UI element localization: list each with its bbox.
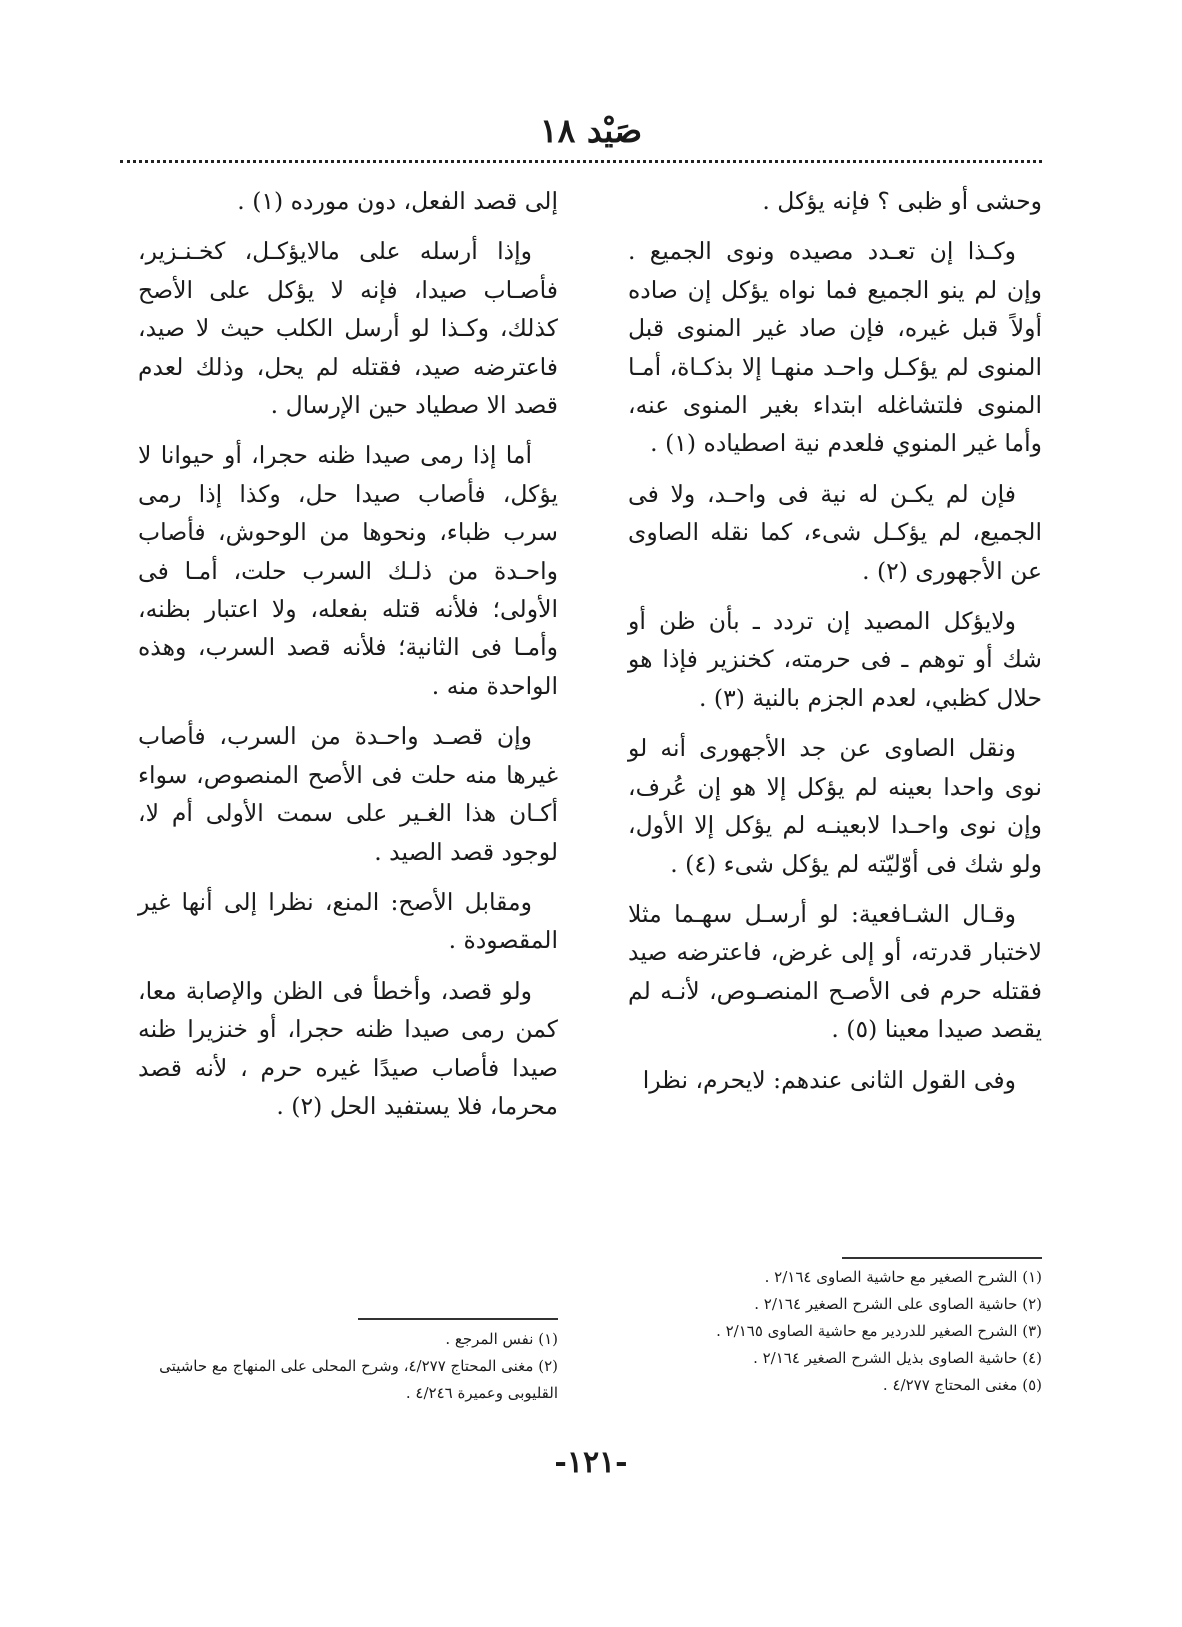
footnote: (٢) حاشية الصاوى على الشرح الصغير ٢/١٦٤ . bbox=[754, 1295, 1042, 1313]
paragraph: ولايؤكل المصيد إن تردد ـ بأن ظن أو شك أو توهم ـ فى حرمته، كخنزير فإذا هو حلال كظبي، لعدم الجزم بالنية (٣) . bbox=[628, 607, 1042, 712]
footnote: (٥) مغنى المحتاج ٤/٢٧٧ . bbox=[882, 1376, 1042, 1394]
paragraph: وكـذا إن تعـدد مصيده ونوى الجميع . وإن لم ينو الجميع فما نواه يؤكل إن صاده أولاً قبل غيره، فإن صاد غير المنوى قبل المنوى لم يؤكـل واحـد منهـا إلا بذكـاة، أمـا المنوى فلتشاغله ابتداء بغير المنوى عنه، وأما غير المنوي فلعدم نية اصطياده (١) . bbox=[628, 237, 1042, 458]
paragraph: ونقل الصاوى عن جد الأجهورى أنه لو نوى واحدا بعينه لم يؤكل إلا هو إن عُرف، وإن نوى واحـدا لابعينـه لم يؤكل إلا الأول، ولو شك فى أوّليّته لم يؤكل شىء (٤) . bbox=[628, 734, 1042, 878]
page-number: -١٢١- bbox=[554, 1445, 628, 1480]
paragraph: فإن لم يكـن له نية فى واحـد، ولا فى الجميع، لم يؤكـل شىء، كما نقله الصاوى عن الأجهورى (٢) . bbox=[628, 479, 1042, 585]
right-column bbox=[628, 182, 1042, 1111]
left-column bbox=[138, 182, 558, 1137]
footnote-rule-left bbox=[358, 1318, 558, 1320]
footnote: (٣) الشرح الصغير للدردير مع حاشية الصاوى ٢/١٦٥ . bbox=[716, 1322, 1042, 1340]
footnote: (١) نفس المرجع . bbox=[445, 1330, 558, 1348]
header-dotted-rule bbox=[120, 160, 1042, 163]
footnotes-right bbox=[628, 1264, 1042, 1399]
paragraph: وحشى أو ظبى ؟ فإنه يؤكل . bbox=[762, 187, 1042, 215]
paragraph: ولو قصد، وأخطأ فى الظن والإصابة معا، كمن رمى صيدا ظنه حجرا، أو خنزيرا ظنه صيدا فأصاب صيدًا غيره حرم ، لأنه قصد محرما، فلا يستفيد الحل (٢) . bbox=[138, 976, 558, 1120]
footnote: (٤) حاشية الصاوى بذيل الشرح الصغير ٢/١٦٤ . bbox=[753, 1349, 1042, 1367]
footnote: (٢) مغنى المحتاج ٤/٢٧٧، وشرح المحلى على المنهاج مع حاشيتى القليوبى وعميرة ٤/٢٤٦ . bbox=[159, 1357, 558, 1402]
paragraph: وإذا أرسله على مالايؤكـل، كخـنـزير، فأصـاب صيدا، فإنه لا يؤكل على الأصح كذلك، وكـذا لو أرسل الكلب حيث لا صيد، فاعترضه صيد، فقتله لم يحل، وذلك لعدم قصد الا صطياد حين الإرسال . bbox=[138, 237, 558, 420]
paragraph: ومقابل الأصح: المنع، نظرا إلى أنها غير المقصودة . bbox=[138, 887, 558, 955]
paragraph: أما إذا رمى صيدا ظنه حجرا، أو حيوانا لا يؤكل، فأصاب صيدا حل، وكذا إذا رمى سرب ظباء، ونحوها من الوحوش، فأصاب واحـدة من ذلـك السرب حلت، أمـا فى الأولى؛ فلأنه قتله بفعله، ولا اعتبار بظنه، وأمـا فى الثانية؛ فلأنه قصد السرب، وهذه الواحدة منه . bbox=[138, 441, 558, 700]
paragraph: وقـال الشـافعية: لو أرسـل سهـما مثلا لاختبار قدرته، أو إلى غرض، فاعترضه صيد فقتله حرم فى الأصـح المنصـوص، لأنـه لم يقصد صيدا معينا (٥) . bbox=[628, 899, 1042, 1044]
paragraph: إلى قصد الفعل، دون مورده (١) . bbox=[237, 187, 558, 215]
footnotes-left bbox=[128, 1326, 558, 1407]
footnote-rule-right bbox=[842, 1257, 1042, 1259]
section-header-title: صَيْد ١٨ bbox=[539, 111, 643, 150]
paragraph: وإن قصـد واحـدة من السرب، فأصاب غيرها منه حلت فى الأصح المنصوص، سواء أكـان هذا الغـير على سمت الأولى أم لا، لوجود قصد الصيد . bbox=[138, 722, 558, 866]
footnote: (١) الشرح الصغير مع حاشية الصاوى ٢/١٦٤ . bbox=[764, 1268, 1042, 1286]
paragraph: وفى القول الثانى عندهم: لايحرم، نظرا bbox=[642, 1065, 1016, 1094]
